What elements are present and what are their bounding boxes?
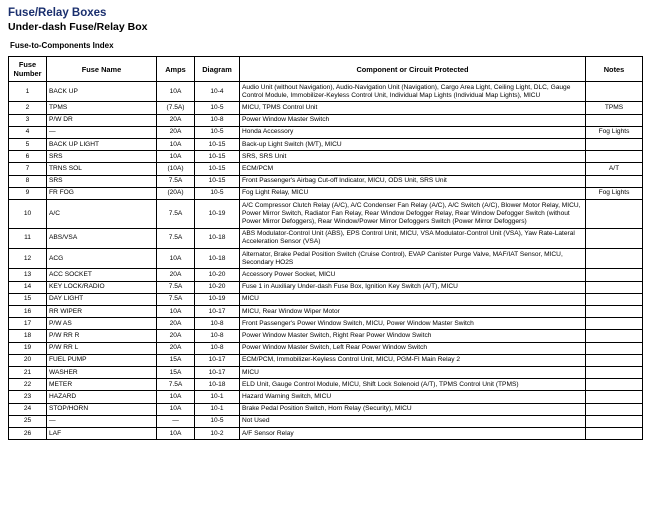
cell-fuse-number: 25: [9, 415, 47, 427]
cell-amps: 10A: [157, 139, 195, 151]
cell-fuse-number: 18: [9, 330, 47, 342]
column-header-fuse-number-line2: Number: [13, 69, 42, 78]
cell-notes: [586, 114, 643, 126]
column-header-diagram: Diagram: [195, 57, 240, 82]
table-row: [9, 228, 643, 248]
table-row: [9, 200, 643, 229]
cell-component: MICU, Rear Window Wiper Motor: [240, 306, 586, 318]
index-label: Fuse-to-Components Index: [10, 41, 114, 50]
table-row: [9, 367, 643, 379]
fuse-relay-table: [8, 56, 643, 440]
cell-amps: 15A: [157, 354, 195, 366]
cell-diagram: 10-20: [195, 269, 240, 281]
cell-component: Fuse 1 in Auxiliary Under-dash Fuse Box, Ignition Key Switch (A/T), MICU: [240, 281, 586, 293]
cell-diagram: 10-17: [195, 306, 240, 318]
table-row: [9, 428, 643, 440]
cell-component: ECM/PCM, Immobilizer-Keyless Control Unit, MICU, PGM-FI Main Relay 2: [240, 354, 586, 366]
cell-amps: —: [157, 415, 195, 427]
cell-diagram: 10-1: [195, 391, 240, 403]
cell-component: ELD Unit, Gauge Control Module, MICU, Shift Lock Solenoid (A/T), TPMS Control Unit (TPMS): [240, 379, 586, 391]
cell-component: SRS, SRS Unit: [240, 151, 586, 163]
cell-fuse-name: ACC SOCKET: [47, 269, 157, 281]
cell-fuse-number: 1: [9, 82, 47, 102]
cell-fuse-number: 12: [9, 249, 47, 269]
cell-component: Fog Light Relay, MICU: [240, 187, 586, 199]
cell-fuse-name: —: [47, 126, 157, 138]
cell-fuse-name: ACG: [47, 249, 157, 269]
page-title: Fuse/Relay Boxes: [8, 7, 107, 19]
cell-amps: 15A: [157, 367, 195, 379]
table-row: [9, 269, 643, 281]
cell-fuse-name: P/W RR L: [47, 342, 157, 354]
cell-fuse-number: 22: [9, 379, 47, 391]
table-row: [9, 354, 643, 366]
table-body: [9, 82, 643, 440]
cell-component: ECM/PCM: [240, 163, 586, 175]
table-row: [9, 151, 643, 163]
cell-fuse-name: TPMS: [47, 102, 157, 114]
cell-amps: 20A: [157, 114, 195, 126]
table-row: [9, 126, 643, 138]
cell-fuse-name: SRS: [47, 175, 157, 187]
cell-amps: (20A): [157, 187, 195, 199]
cell-amps: 7.5A: [157, 175, 195, 187]
column-header-component: Component or Circuit Protected: [240, 57, 586, 82]
table-row: [9, 163, 643, 175]
cell-diagram: 10-5: [195, 126, 240, 138]
cell-component: Not Used: [240, 415, 586, 427]
table-row: [9, 114, 643, 126]
cell-diagram: 10-18: [195, 249, 240, 269]
table-row: [9, 249, 643, 269]
cell-notes: [586, 82, 643, 102]
cell-fuse-name: STOP/HORN: [47, 403, 157, 415]
cell-component: Power Window Master Switch: [240, 114, 586, 126]
cell-notes: [586, 306, 643, 318]
cell-notes: [586, 269, 643, 281]
cell-diagram: 10-5: [195, 102, 240, 114]
cell-fuse-number: 17: [9, 318, 47, 330]
cell-amps: 7.5A: [157, 228, 195, 248]
cell-fuse-name: DAY LIGHT: [47, 293, 157, 305]
cell-component: Brake Pedal Position Switch, Horn Relay (Security), MICU: [240, 403, 586, 415]
cell-diagram: 10-5: [195, 415, 240, 427]
cell-notes: [586, 151, 643, 163]
table-row: [9, 187, 643, 199]
table-row: [9, 293, 643, 305]
cell-diagram: 10-19: [195, 200, 240, 229]
cell-notes: [586, 293, 643, 305]
cell-amps: (10A): [157, 163, 195, 175]
cell-amps: 10A: [157, 391, 195, 403]
cell-fuse-name: P/W AS: [47, 318, 157, 330]
page-subtitle: Under-dash Fuse/Relay Box: [8, 21, 148, 33]
cell-fuse-number: 7: [9, 163, 47, 175]
cell-fuse-name: HAZARD: [47, 391, 157, 403]
cell-fuse-name: P/W DR: [47, 114, 157, 126]
cell-diagram: 10-15: [195, 163, 240, 175]
cell-notes: [586, 249, 643, 269]
column-header-fuse-number-line1: Fuse: [18, 60, 37, 69]
cell-notes: [586, 342, 643, 354]
cell-component: MICU: [240, 293, 586, 305]
cell-notes: A/T: [586, 163, 643, 175]
table-row: [9, 102, 643, 114]
cell-notes: [586, 281, 643, 293]
cell-amps: 7.5A: [157, 379, 195, 391]
cell-fuse-name: TRNS SOL: [47, 163, 157, 175]
cell-amps: 10A: [157, 403, 195, 415]
cell-fuse-number: 23: [9, 391, 47, 403]
cell-notes: Fog Lights: [586, 126, 643, 138]
cell-component: Power Window Master Switch, Right Rear Power Window Switch: [240, 330, 586, 342]
cell-component: Power Window Master Switch, Left Rear Power Window Switch: [240, 342, 586, 354]
cell-component: MICU, TPMS Control Unit: [240, 102, 586, 114]
cell-notes: Fog Lights: [586, 187, 643, 199]
table-row: [9, 281, 643, 293]
cell-diagram: 10-18: [195, 379, 240, 391]
cell-fuse-name: FUEL PUMP: [47, 354, 157, 366]
table-row: [9, 306, 643, 318]
cell-fuse-name: KEY LOCK/RADIO: [47, 281, 157, 293]
cell-diagram: 10-5: [195, 187, 240, 199]
column-header-notes: Notes: [586, 57, 643, 82]
cell-diagram: 10-8: [195, 342, 240, 354]
cell-diagram: 10-17: [195, 354, 240, 366]
cell-diagram: 10-15: [195, 139, 240, 151]
cell-diagram: 10-19: [195, 293, 240, 305]
cell-fuse-number: 24: [9, 403, 47, 415]
cell-amps: 20A: [157, 126, 195, 138]
cell-diagram: 10-15: [195, 151, 240, 163]
cell-amps: 10A: [157, 306, 195, 318]
cell-notes: [586, 200, 643, 229]
cell-fuse-name: LAF: [47, 428, 157, 440]
column-header-fuse-number: [9, 57, 47, 82]
column-header-amps: Amps: [157, 57, 195, 82]
cell-notes: [586, 428, 643, 440]
cell-amps: 10A: [157, 82, 195, 102]
cell-diagram: 10-8: [195, 330, 240, 342]
cell-fuse-name: SRS: [47, 151, 157, 163]
cell-fuse-number: 4: [9, 126, 47, 138]
cell-component: Honda Accessory: [240, 126, 586, 138]
cell-fuse-name: A/C: [47, 200, 157, 229]
table-row: [9, 139, 643, 151]
cell-fuse-name: METER: [47, 379, 157, 391]
cell-notes: [586, 330, 643, 342]
cell-fuse-number: 6: [9, 151, 47, 163]
cell-amps: 7.5A: [157, 293, 195, 305]
table-row: [9, 379, 643, 391]
cell-fuse-number: 20: [9, 354, 47, 366]
cell-notes: [586, 403, 643, 415]
cell-fuse-number: 10: [9, 200, 47, 229]
cell-amps: 7.5A: [157, 281, 195, 293]
table-row: [9, 175, 643, 187]
cell-fuse-number: 14: [9, 281, 47, 293]
cell-component: Alternator, Brake Pedal Position Switch (Cruise Control), EVAP Canister Purge Valve, MAF/IAT Sensor, MICU, Secondary HO2S: [240, 249, 586, 269]
cell-fuse-number: 8: [9, 175, 47, 187]
cell-fuse-number: 15: [9, 293, 47, 305]
cell-amps: 20A: [157, 269, 195, 281]
cell-component: A/F Sensor Relay: [240, 428, 586, 440]
cell-fuse-number: 13: [9, 269, 47, 281]
cell-diagram: 10-17: [195, 367, 240, 379]
cell-diagram: 10-4: [195, 82, 240, 102]
table-header-row: [9, 57, 643, 82]
cell-fuse-name: WASHER: [47, 367, 157, 379]
cell-notes: [586, 354, 643, 366]
table-row: [9, 403, 643, 415]
cell-notes: TPMS: [586, 102, 643, 114]
cell-component: ABS Modulator-Control Unit (ABS), EPS Control Unit, MICU, VSA Modulator-Control Unit (VSA), Yaw Rate-Lateral Acceleration Sensor (VSA): [240, 228, 586, 248]
cell-component: Hazard Warning Switch, MICU: [240, 391, 586, 403]
cell-fuse-name: P/W RR R: [47, 330, 157, 342]
cell-component: Back-up Light Switch (M/T), MICU: [240, 139, 586, 151]
cell-fuse-name: BACK UP: [47, 82, 157, 102]
cell-diagram: 10-15: [195, 175, 240, 187]
cell-component: Accessory Power Socket, MICU: [240, 269, 586, 281]
cell-component: Front Passenger's Power Window Switch, MICU, Power Window Master Switch: [240, 318, 586, 330]
cell-diagram: 10-8: [195, 318, 240, 330]
cell-fuse-number: 16: [9, 306, 47, 318]
cell-notes: [586, 318, 643, 330]
cell-notes: [586, 379, 643, 391]
cell-diagram: 10-1: [195, 403, 240, 415]
cell-component: Front Passenger's Airbag Cut-off Indicator, MICU, ODS Unit, SRS Unit: [240, 175, 586, 187]
cell-diagram: 10-8: [195, 114, 240, 126]
table-row: [9, 330, 643, 342]
cell-amps: 10A: [157, 428, 195, 440]
cell-notes: [586, 391, 643, 403]
cell-notes: [586, 367, 643, 379]
cell-amps: 10A: [157, 249, 195, 269]
cell-fuse-number: 5: [9, 139, 47, 151]
cell-notes: [586, 415, 643, 427]
cell-fuse-name: —: [47, 415, 157, 427]
cell-fuse-number: 19: [9, 342, 47, 354]
cell-component: Audio Unit (without Navigation), Audio-Navigation Unit (Navigation), Cargo Area Light, Ceiling Light, DLC, Gauge Control Module, Immobilizer-Keyless Control Unit, Individual Map Lights (Individual Map Lights), MICU: [240, 82, 586, 102]
cell-component: A/C Compressor Clutch Relay (A/C), A/C Condenser Fan Relay (A/C), A/C Switch (A/C), Blower Motor Relay, MICU, Power Mirror Switch, Radiator Fan Relay, Rear Window Defogger Relay, Rear Window Defogger Switch (without Power Mirror Defoggers), Rear Window/Power Mirror Defoggers Switch (Power Mirror Defoggers): [240, 200, 586, 229]
cell-fuse-number: 3: [9, 114, 47, 126]
cell-notes: [586, 175, 643, 187]
cell-diagram: 10-2: [195, 428, 240, 440]
cell-fuse-number: 2: [9, 102, 47, 114]
table-row: [9, 318, 643, 330]
cell-fuse-number: 11: [9, 228, 47, 248]
cell-amps: 20A: [157, 342, 195, 354]
cell-amps: 20A: [157, 318, 195, 330]
cell-fuse-name: ABS/VSA: [47, 228, 157, 248]
cell-fuse-number: 21: [9, 367, 47, 379]
cell-fuse-name: FR FOG: [47, 187, 157, 199]
table-row: [9, 82, 643, 102]
table-row: [9, 342, 643, 354]
cell-amps: 20A: [157, 330, 195, 342]
cell-fuse-name: BACK UP LIGHT: [47, 139, 157, 151]
column-header-fuse-name: Fuse Name: [47, 57, 157, 82]
cell-diagram: 10-18: [195, 228, 240, 248]
cell-fuse-number: 9: [9, 187, 47, 199]
cell-amps: 7.5A: [157, 200, 195, 229]
table-row: [9, 415, 643, 427]
cell-notes: [586, 139, 643, 151]
table-row: [9, 391, 643, 403]
cell-amps: (7.5A): [157, 102, 195, 114]
cell-component: MICU: [240, 367, 586, 379]
cell-amps: 10A: [157, 151, 195, 163]
cell-fuse-number: 26: [9, 428, 47, 440]
cell-diagram: 10-20: [195, 281, 240, 293]
cell-fuse-name: RR WIPER: [47, 306, 157, 318]
cell-notes: [586, 228, 643, 248]
